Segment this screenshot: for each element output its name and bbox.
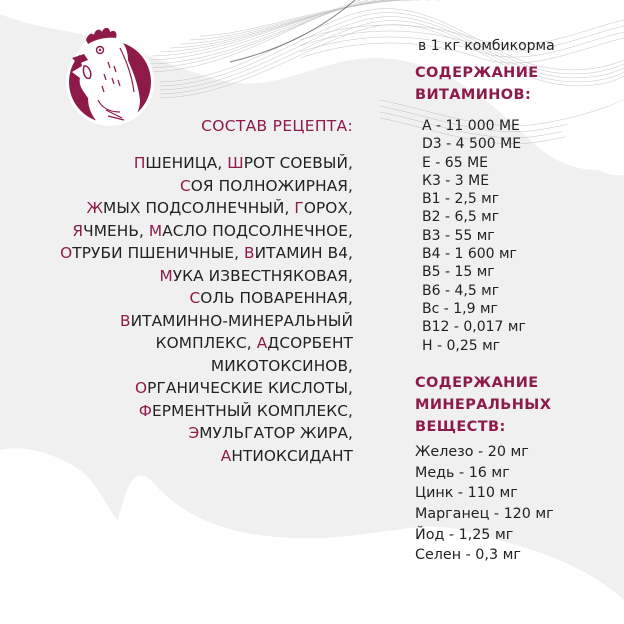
vitamin-item: В6 - 4,5 мг xyxy=(422,282,500,299)
minerals-title: СОДЕРЖАНИЕ МИНЕРАЛЬНЫХ ВЕЩЕСТВ: xyxy=(415,374,552,435)
mineral-item: Марганец - 120 мг xyxy=(415,505,554,522)
ingredient-line xyxy=(20,310,353,333)
vitamin-item: В12 - 0,017 мг xyxy=(422,319,526,336)
ingredient-line xyxy=(20,197,353,220)
ingredient-line xyxy=(20,175,353,198)
mineral-item: Цинк - 110 мг xyxy=(415,485,518,502)
ingredient-text: ОЛЬ ПОВАРЕННАЯ, xyxy=(200,289,353,307)
highlight-initial: О xyxy=(60,244,73,262)
ingredient-line xyxy=(20,242,353,265)
ingredient-text: ИТАМИННО-МИНЕРАЛЬНЫЙ xyxy=(130,311,353,330)
ingredient-text: ОЯ ПОЛНОЖИРНАЯ, xyxy=(190,176,353,195)
ingredient-text: МЫХ ПОДСОЛНЕЧНЫЙ, xyxy=(103,199,295,217)
ingredient-line xyxy=(20,287,353,310)
ingredient-text: ШЕНИЦА, xyxy=(145,154,228,172)
ingredient-text: ИТАМИН В4, xyxy=(254,244,353,262)
highlight-initial: Я xyxy=(72,221,84,240)
highlight-initial: В xyxy=(244,244,255,262)
recipe-section xyxy=(20,116,353,467)
vitamin-item: В3 - 55 мг xyxy=(422,227,495,244)
vitamin-item: D3 - 4 500 МЕ xyxy=(422,136,522,153)
mineral-item: Селен - 0,3 мг xyxy=(415,547,521,564)
ingredient-text: РОТ СОЕВЫЙ, xyxy=(243,154,353,172)
minerals-list xyxy=(415,442,620,566)
ingredient-line xyxy=(20,377,353,400)
ingredient-line xyxy=(20,152,353,175)
ingredient-text: ЕРМЕНТНЫЙ КОМПЛЕКС, xyxy=(152,401,353,420)
vitamin-item: E - 65 МЕ xyxy=(422,154,488,171)
highlight-initial: Г xyxy=(294,199,304,217)
highlight-initial: А xyxy=(220,446,232,465)
vitamin-item: Вс - 1,9 мг xyxy=(422,300,498,317)
mineral-item: Железо - 20 мг xyxy=(415,443,529,460)
highlight-initial: Ш xyxy=(227,154,244,172)
highlight-initial: С xyxy=(179,176,191,195)
ingredient-line xyxy=(20,355,353,378)
ingredient-line xyxy=(20,422,353,445)
ingredient-line xyxy=(20,265,353,288)
highlight-initial: С xyxy=(189,289,201,307)
highlight-initial: А xyxy=(256,334,268,352)
ingredient-text: НТИОКСИДАНТ xyxy=(231,446,353,465)
ingredient-text: ЧМЕНЬ, xyxy=(83,221,149,240)
vitamin-item: A - 11 000 МЕ xyxy=(422,118,520,134)
ingredient-text: МУЛЬГАТОР ЖИРА, xyxy=(199,424,353,442)
ingredient-text: ДСОРБЕНТ xyxy=(267,334,353,352)
nutrient-section xyxy=(415,36,620,566)
vitamin-item: В1 - 2,5 мг xyxy=(422,191,500,208)
ingredient-line xyxy=(20,332,353,355)
ingredient-text: РГАНИЧЕСКИЕ КИСЛОТЫ, xyxy=(147,379,353,397)
highlight-initial: П xyxy=(133,154,146,172)
vitamin-item: Н - 0,25 мг xyxy=(422,337,501,354)
ingredient-line xyxy=(20,445,353,468)
ingredient-line xyxy=(20,400,353,423)
highlight-initial: В xyxy=(119,311,131,330)
mineral-item: Медь - 16 мг xyxy=(415,464,510,481)
vitamin-item: В4 - 1 600 мг xyxy=(422,246,517,263)
ingredient-text: МИКОТОКСИНОВ, xyxy=(210,356,353,375)
per-kg-note: в 1 кг комбикорма xyxy=(418,38,555,54)
vitamin-item: В5 - 15 мг xyxy=(422,264,495,281)
highlight-initial: Ф xyxy=(138,401,153,420)
ingredient-text: УКА ИЗВЕСТНЯКОВАЯ, xyxy=(172,266,353,285)
vitamin-item: В2 - 6,5 мг xyxy=(422,209,500,226)
ingredient-text: КОМПЛЕКС, xyxy=(155,334,257,352)
vitamin-item: К3 - 3 МЕ xyxy=(422,172,490,189)
recipe-ingredients xyxy=(20,152,353,467)
chicken-head-logo xyxy=(58,20,158,130)
vitamins-title: СОДЕРЖАНИЕ ВИТАМИНОВ: xyxy=(415,65,539,103)
ingredient-text: ТРУБИ ПШЕНИЧНЫЕ, xyxy=(72,244,245,262)
highlight-initial: М xyxy=(159,266,173,285)
mineral-item: Йод - 1,25 мг xyxy=(415,526,514,543)
vitamins-list xyxy=(422,117,620,355)
highlight-initial: Э xyxy=(188,424,200,442)
ingredient-line xyxy=(20,220,353,243)
highlight-initial: О xyxy=(135,379,148,397)
highlight-initial: Ж xyxy=(86,199,104,217)
highlight-initial: М xyxy=(148,221,163,240)
ingredient-text: ОРОХ, xyxy=(303,199,353,217)
recipe-title: СОСТАВ РЕЦЕПТА: xyxy=(201,117,353,135)
ingredient-text: АСЛО ПОДСОЛНЕЧНОЕ, xyxy=(162,221,353,240)
